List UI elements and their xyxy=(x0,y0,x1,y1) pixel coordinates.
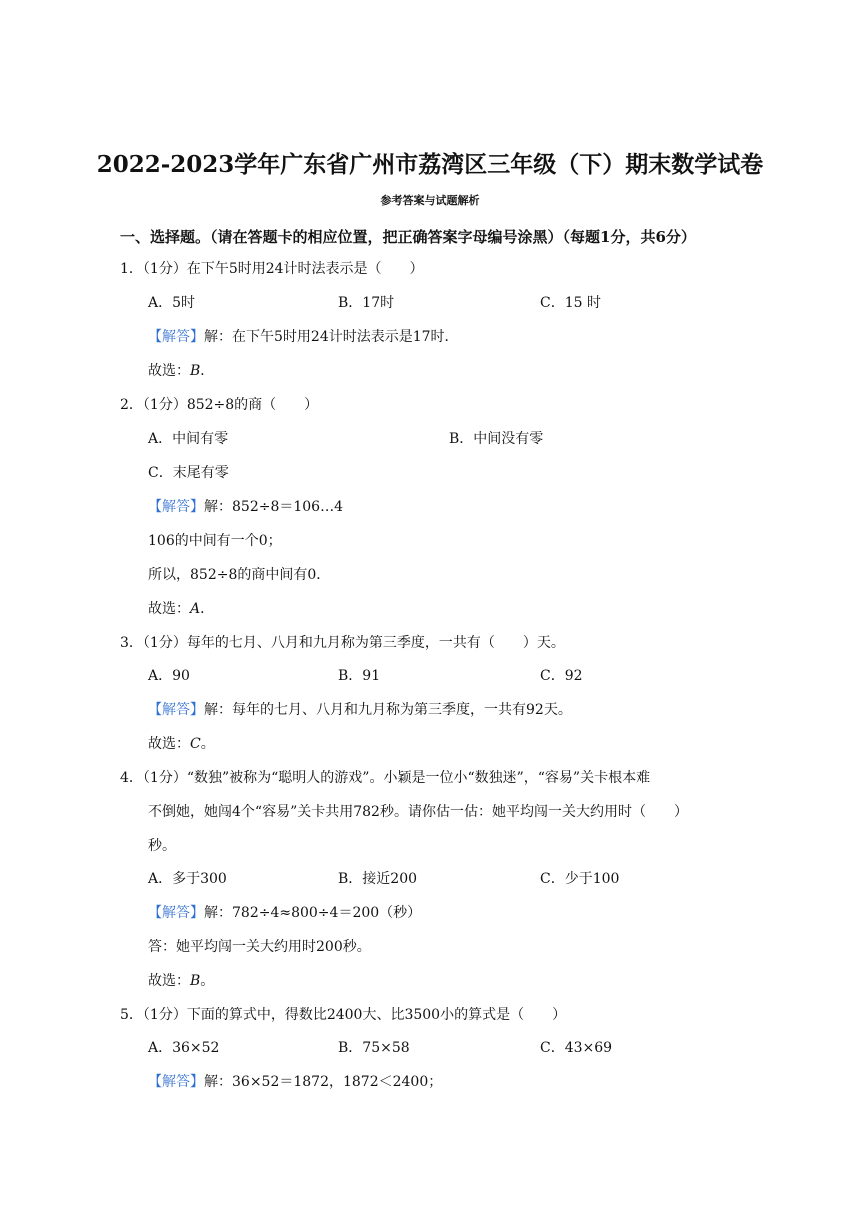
question-3-option-c: C．92 xyxy=(540,668,583,684)
question-1-option-b: B．17时 xyxy=(338,295,395,311)
document-title: 2022-2023学年广东省广州市荔湾区三年级（下）期末数学试卷 xyxy=(96,151,764,178)
question-4-stem-line-1: 4．（1分）“数独”被称为“聪明人的游戏”。小颖是一位小“数独迷”，“容易”关卡根本难 xyxy=(120,770,651,786)
question-4-option-a: A．多于300 xyxy=(148,871,227,887)
question-4-choice: 故选：B。 xyxy=(148,973,215,989)
answer-tag: 【解答】 xyxy=(148,702,204,718)
question-5-option-c: C．43×69 xyxy=(540,1040,613,1056)
question-5-option-b: B．75×58 xyxy=(338,1040,410,1056)
question-3-option-b: B．91 xyxy=(338,668,381,684)
question-2-solution-line-2: 106的中间有一个0； xyxy=(148,533,282,549)
answer-tag: 【解答】 xyxy=(148,329,204,345)
question-3-stem: 3．（1分）每年的七月、八月和九月称为第三季度，一共有（ ）天。 xyxy=(120,635,565,651)
document-subtitle: 参考答案与试题解析 xyxy=(380,194,480,207)
question-2-option-a: A．中间有零 xyxy=(148,431,229,447)
question-4-option-b: B．接近200 xyxy=(338,871,418,887)
answer-tag: 【解答】 xyxy=(148,499,204,515)
question-4-solution-line-2: 答：她平均闯一关大约用时200秒。 xyxy=(148,939,371,955)
section-heading: 一、选择题。（请在答题卡的相应位置，把正确答案字母编号涂黑）（每题1分，共6分） xyxy=(120,228,696,246)
question-5-stem: 5．（1分）下面的算式中，得数比2400大、比3500小的算式是（ ） xyxy=(120,1007,567,1023)
question-2-stem: 2．（1分）852÷8的商（ ） xyxy=(120,397,319,413)
question-2-solution-line-3: 所以，852÷8的商中间有0． xyxy=(148,567,331,583)
question-3-option-a: A．90 xyxy=(148,668,190,684)
question-2-choice: 故选：A． xyxy=(148,601,215,617)
question-3-choice: 故选：C。 xyxy=(148,736,215,752)
question-1-solution: 【解答】解：在下午5时用24计时法表示是17时． xyxy=(148,329,459,345)
question-2-solution: 【解答】解：852÷8＝106…4 xyxy=(148,499,343,515)
question-3-solution: 【解答】解：每年的七月、八月和九月称为第三季度，一共有92天。 xyxy=(148,702,572,718)
question-2-option-b: B．中间没有零 xyxy=(449,431,544,447)
answer-tag: 【解答】 xyxy=(148,905,204,921)
question-4-stem-line-2: 不倒她，她闯4个“容易”关卡共用782秒。请你估一估：她平均闯一关大约用时（ ） xyxy=(148,804,688,820)
answer-tag: 【解答】 xyxy=(148,1074,204,1090)
question-2-option-c: C．末尾有零 xyxy=(148,465,229,481)
question-4-solution: 【解答】解：782÷4≈800÷4＝200（秒） xyxy=(148,905,422,921)
question-1-option-c: C．15 时 xyxy=(540,295,601,311)
question-1-option-a: A．5时 xyxy=(148,295,196,311)
question-4-option-c: C．少于100 xyxy=(540,871,620,887)
question-1-stem: 1．（1分）在下午5时用24计时法表示是（ ） xyxy=(120,261,424,277)
question-1-choice: 故选：B． xyxy=(148,363,215,379)
question-4-stem-line-3: 秒。 xyxy=(148,838,176,854)
question-5-solution: 【解答】解：36×52＝1872，1872＜2400； xyxy=(148,1074,443,1090)
question-5-option-a: A．36×52 xyxy=(148,1040,220,1056)
